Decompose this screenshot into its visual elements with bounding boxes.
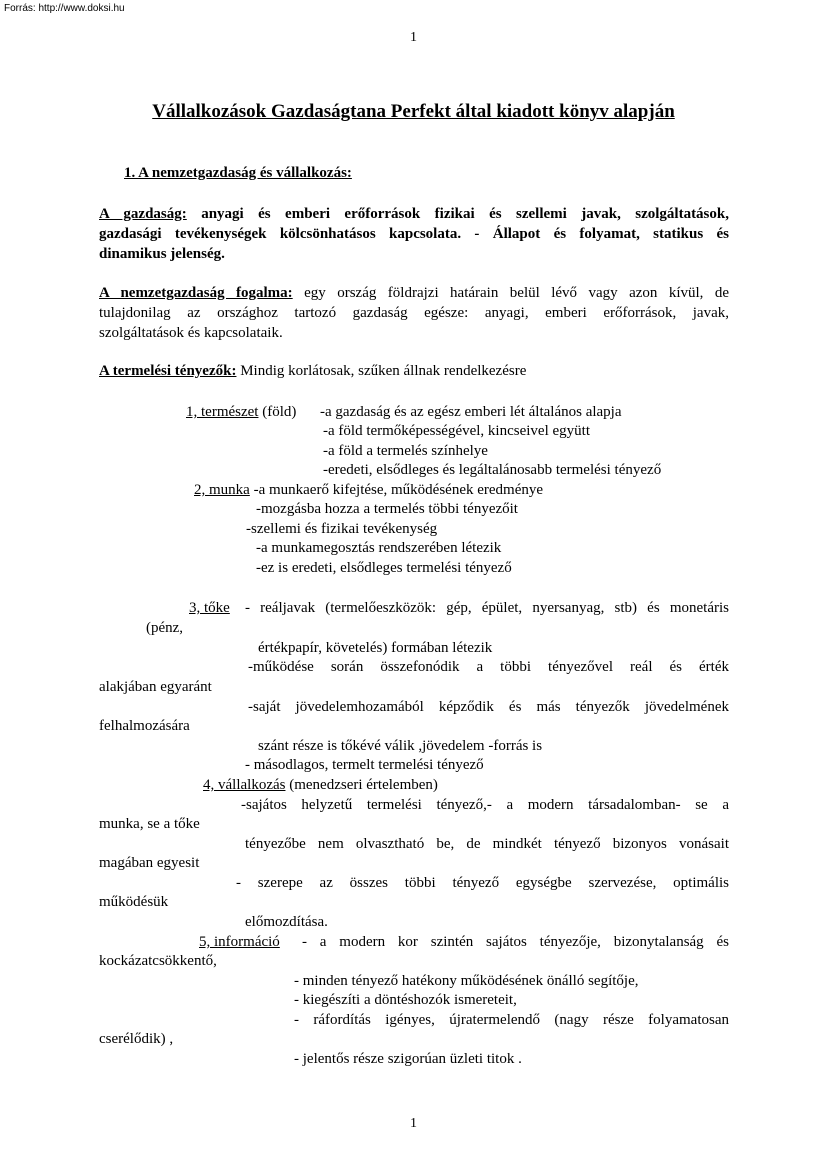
factor-1-label-line	[186, 402, 296, 422]
factor-5-label-text: 5, információ	[199, 934, 280, 950]
tenyezok-text: Mindig korlátosak, szűken állnak rendelkezésre	[240, 363, 527, 379]
gazdasag-line-1	[99, 204, 729, 224]
page-number-bottom: 1	[410, 1116, 417, 1131]
factor-5-line-4b: cserélődik) ,	[99, 1031, 174, 1047]
factor-5-line-5: - jelentős része szigorúan üzleti titok .	[294, 1051, 522, 1067]
gazdasag-text-1: anyagi és emberi erőforrások fizikai és szellemi javak, szolgáltatások,	[201, 206, 729, 222]
factor-4-label: 4, vállalkozás	[203, 777, 286, 793]
factor-4-suffix: (menedzseri értelemben)	[289, 777, 438, 793]
factor-3-line-3: -működése során összefonódik a többi tényezővel reál és érték	[248, 659, 729, 675]
factor-3-label-text: 3, tőke	[189, 600, 230, 616]
nemzetgazdasag-term: A nemzetgazdaság fogalma:	[99, 285, 293, 301]
factor-3-line-4b: felhalmozására	[99, 718, 190, 734]
factor-3-line-4: -saját jövedelemhozamából képződik és más tényezők jövedelmének	[248, 699, 729, 715]
factor-5-line-4: - ráfordítás igényes, újratermelendő (nagy része folyamatosan	[294, 1012, 729, 1028]
nemzetgazdasag-line-2: tulajdonilag az országhoz tartozó gazdaság egésze: anyagi, emberi erőforrások, javak,	[99, 305, 729, 321]
factor-2-label: 2, munka	[194, 482, 250, 498]
factor-3-line-2: értékpapír, követelés) formában létezik	[258, 640, 493, 656]
section-heading: 1. A nemzetgazdaság és vállalkozás:	[124, 165, 352, 181]
factor-3-line-3b: alakjában egyaránt	[99, 679, 212, 695]
tenyezok-line	[99, 361, 526, 381]
factor-4-line-3: - szerepe az összes többi tényező egységbe szervezése, optimális	[236, 875, 729, 891]
factor-3-line-1b: (pénz,	[146, 620, 184, 636]
factor-5-line-2: - minden tényező hatékony működésének önálló segítője,	[294, 973, 639, 989]
nemzetgazdasag-text-1: egy ország földrajzi határain belül lévő vagy azon kívül, de	[304, 285, 730, 301]
factor-5-line-3: - kiegészíti a döntéshozók ismereteit,	[294, 992, 517, 1008]
factor-1-line-2: -a föld termőképességével, kincseivel együtt	[323, 423, 590, 439]
factor-3-line-6: - másodlagos, termelt termelési tényező	[245, 757, 484, 773]
factor-5-line-1: - a modern kor szintén sajátos tényezője, bizonytalanság és	[302, 934, 729, 950]
factor-3-label	[189, 598, 230, 618]
factor-1-line-1: -a gazdaság és az egész emberi lét általános alapja	[320, 404, 622, 420]
factor-4-label-line	[203, 775, 438, 795]
page-number-top: 1	[410, 30, 417, 45]
factor-5-line-1b: kockázatcsökkentő,	[99, 953, 217, 969]
factor-1-suffix: (föld)	[262, 404, 297, 420]
source-note: Forrás: http://www.doksi.hu	[4, 3, 125, 14]
nemzetgazdasag-line-3: szolgáltatások és kapcsolataik.	[99, 325, 283, 341]
factor-3-line-1: - reáljavak (termelőeszközök: gép, épület, nyersanyag, stb) és monetáris	[245, 600, 729, 616]
factor-2-line-1: -a munkaerő kifejtése, működésének eredménye	[253, 482, 544, 498]
factor-4-line-2: tényezőbe nem olvasztható be, de mindkét tényező bizonyos vonásait	[245, 836, 729, 852]
factor-4-line-2b: magában egyesit	[99, 855, 200, 871]
factor-1-line-3: -a föld a termelés színhelye	[323, 443, 488, 459]
page-title: Vállalkozások Gazdaságtana Perfekt által kiadott könyv alapján	[152, 101, 675, 122]
gazdasag-line-2: gazdasági tevékenységek kölcsönhatásos kapcsolata. - Állapot és folyamat, statikus és	[99, 226, 729, 242]
factor-2-line-3: -szellemi és fizikai tevékenység	[246, 521, 438, 537]
factor-1-label: 1, természet	[186, 404, 259, 420]
factor-4-line-1b: munka, se a tőke	[99, 816, 200, 832]
factor-2-line-5: -ez is eredeti, elsődleges termelési tényező	[256, 560, 512, 576]
factor-2-label-line	[194, 480, 543, 500]
factor-2-line-2: -mozgásba hozza a termelés többi tényezőit	[256, 501, 518, 517]
factor-2-line-4: -a munkamegosztás rendszerében létezik	[256, 540, 502, 556]
factor-4-line-3b: működésük	[99, 894, 169, 910]
gazdasag-term: A gazdaság:	[99, 206, 187, 222]
factor-4-line-4: előmozdítása.	[245, 914, 328, 930]
gazdasag-line-3: dinamikus jelenség.	[99, 246, 225, 262]
nemzetgazdasag-line-1	[99, 283, 729, 303]
factor-3-line-5: szánt része is tőkévé válik ,jövedelem -forrás is	[258, 738, 543, 754]
factor-1-line-4: -eredeti, elsődleges és legáltalánosabb termelési tényező	[323, 462, 662, 478]
factor-4-line-1: -sajátos helyzetű termelési tényező,- a modern társadalomban- se a	[241, 797, 729, 813]
factor-5-label	[199, 932, 280, 952]
tenyezok-term: A termelési tényezők:	[99, 363, 237, 379]
